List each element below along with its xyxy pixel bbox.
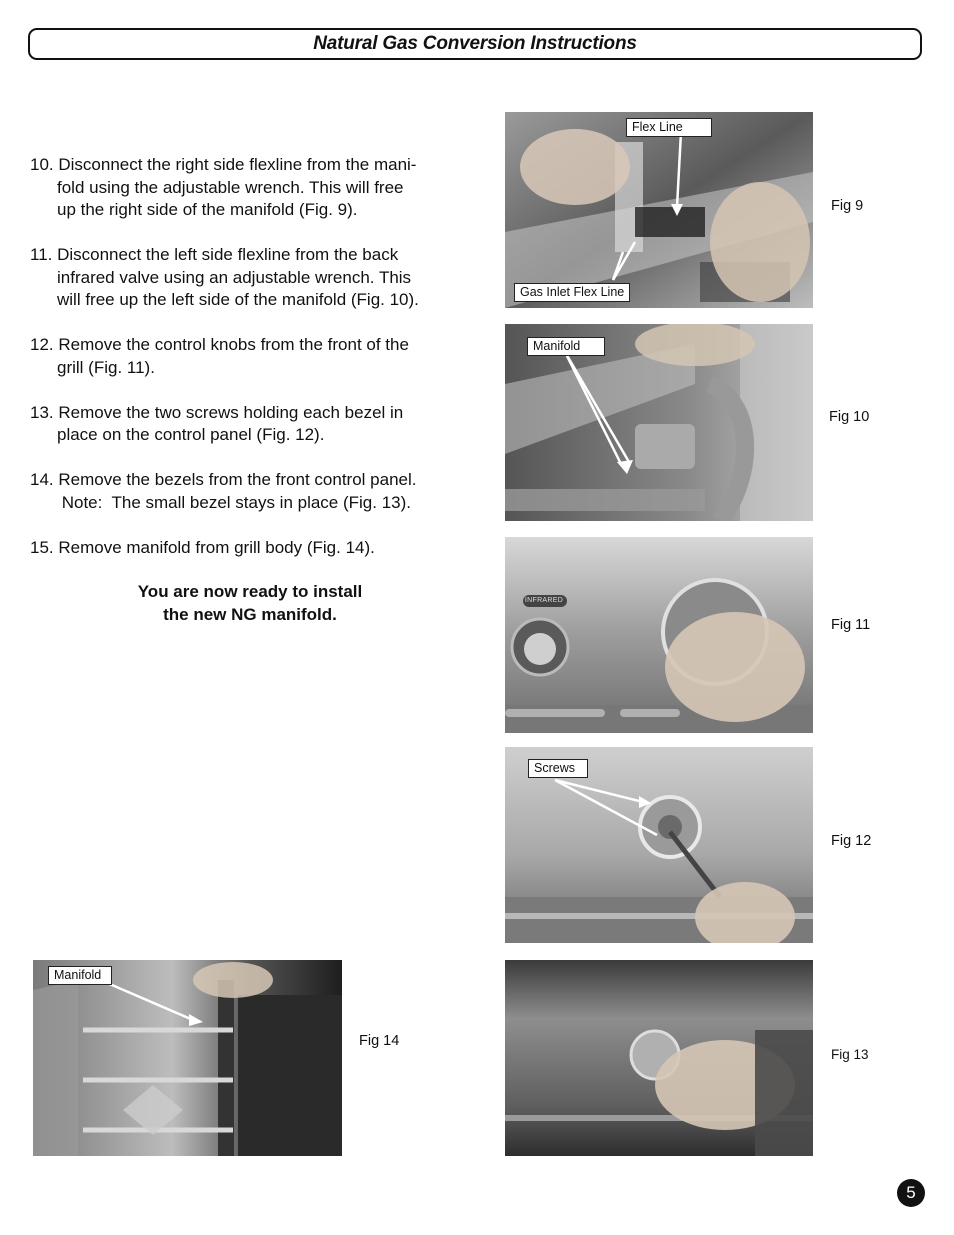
fig-14-label: Fig 14 [359,1033,400,1049]
step-14-line-2: Note: The small bezel stays in place (Fig. 13). [57,492,412,512]
fig-11-label: Fig 11 [831,617,871,633]
fig-11-illustration [505,537,813,733]
step-11 [30,244,470,312]
fig-12-label: Fig 12 [831,833,872,849]
step-14 [30,469,470,514]
fig-9-label: Fig 9 [831,198,864,214]
step-12 [30,334,470,379]
fig-9-photo [505,112,813,308]
callout-screws: Screws [528,759,588,778]
step-12-line-2: grill (Fig. 11). [57,357,155,377]
callout-gas-inlet-flex-line: Gas Inlet Flex Line [514,283,630,302]
step-10-line-2: fold using the adjustable wrench. This will free [57,177,404,197]
step-12-line-1: 12. Remove the control knobs from the front of the [30,335,409,354]
step-10-line-3: up the right side of the manifold (Fig. 9). [57,200,358,219]
step-14-line-1: 14. Remove the bezels from the front control panel. [30,470,417,489]
callout-manifold: Manifold [527,337,605,356]
step-11-line-1: 11. Disconnect the left side flexline from the back [30,245,399,264]
callout-manifold-fig-14: Manifold [48,966,112,985]
step-15 [30,537,470,560]
instruction-steps [30,154,470,582]
step-11-line-3: will free up the left side of the manifold (Fig. 10). [57,290,419,309]
ready-note-line-1: You are now ready to install [137,582,363,601]
step-13-line-2: place on the control panel (Fig. 12). [57,425,325,444]
ready-note-line-2: the new NG manifold. [163,605,337,624]
fig-10-photo [505,324,813,521]
fig-12-photo [505,747,813,943]
step-10 [30,154,470,222]
ready-note [60,580,440,626]
callout-flex-line: Flex Line [626,118,712,137]
fig-9-illustration [505,112,813,308]
fig-14-illustration [33,960,342,1156]
fig-10-label: Fig 10 [829,409,870,425]
step-13 [30,402,470,447]
fig-13-photo [505,960,813,1156]
page-header [28,28,922,60]
page-title: Natural Gas Conversion Instructions [313,33,637,54]
step-11-line-2: infrared valve using an adjustable wrench. This [57,267,412,287]
step-15-line-1: 15. Remove manifold from grill body (Fig. 14). [30,537,375,557]
step-13-line-1: 13. Remove the two screws holding each bezel in [30,402,404,422]
step-10-line-1: 10. Disconnect the right side flexline from the mani- [30,155,417,174]
page-number: 5 [897,1179,925,1207]
fig-13-label: Fig 13 [831,1047,869,1062]
fig-14-photo [33,960,342,1156]
fig-13-illustration [505,960,813,1156]
infrared-badge: INFRARED [524,597,564,604]
fig-11-photo [505,537,813,733]
